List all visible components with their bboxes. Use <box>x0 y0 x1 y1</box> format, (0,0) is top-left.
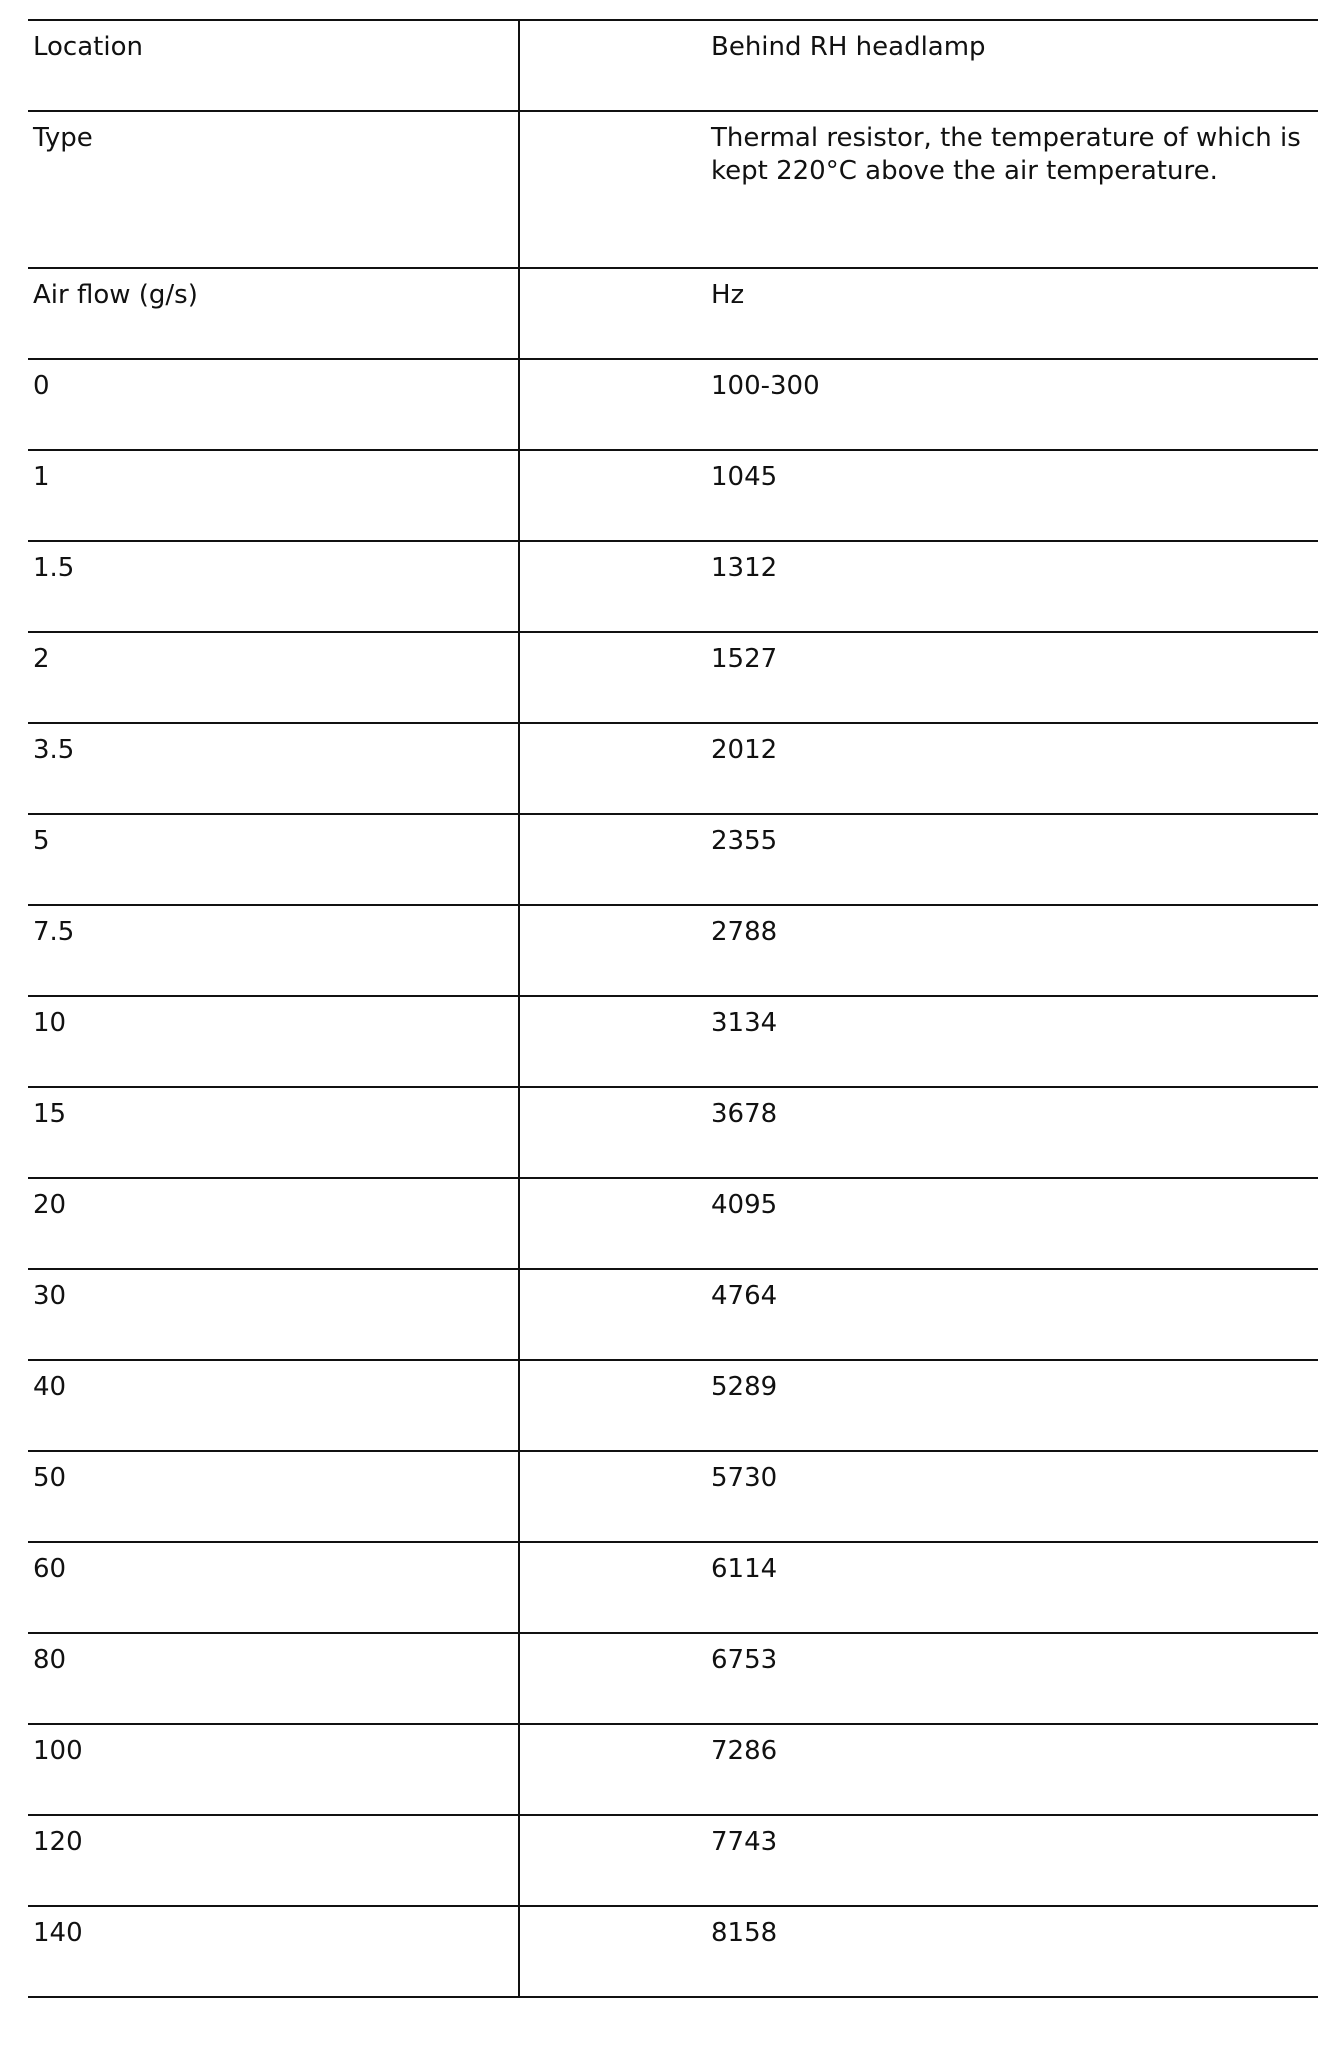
frequency-value: 6114 <box>711 1554 778 1584</box>
frequency-column-header: Hz <box>711 280 745 310</box>
table-row <box>28 1452 1318 1543</box>
location-row <box>28 21 1318 112</box>
airflow-value: 5 <box>33 826 50 856</box>
frequency-value: 7743 <box>711 1827 778 1857</box>
table-row <box>28 997 1318 1088</box>
table-row <box>28 360 1318 451</box>
airflow-value: 60 <box>33 1554 67 1584</box>
airflow-value: 100 <box>33 1736 83 1766</box>
table-row <box>28 724 1318 815</box>
frequency-value: 2355 <box>711 826 778 856</box>
location-value: Behind RH headlamp <box>711 32 986 62</box>
airflow-value: 3.5 <box>33 735 75 765</box>
frequency-value: 5289 <box>711 1372 778 1402</box>
airflow-value: 15 <box>33 1099 67 1129</box>
airflow-value: 140 <box>33 1918 83 1948</box>
table-row <box>28 1361 1318 1452</box>
frequency-value: 6753 <box>711 1645 778 1675</box>
airflow-value: 2 <box>33 644 50 674</box>
table-row <box>28 1907 1318 1998</box>
airflow-value: 20 <box>33 1190 67 1220</box>
frequency-value: 4095 <box>711 1190 778 1220</box>
type-label: Type <box>33 123 93 153</box>
airflow-value: 120 <box>33 1827 83 1857</box>
location-label: Location <box>33 32 143 62</box>
frequency-value: 4764 <box>711 1281 778 1311</box>
airflow-value: 10 <box>33 1008 67 1038</box>
airflow-value: 7.5 <box>33 917 75 947</box>
frequency-value: 1312 <box>711 553 778 583</box>
type-row <box>28 112 1318 269</box>
table-row <box>28 542 1318 633</box>
frequency-value: 1527 <box>711 644 778 674</box>
frequency-value: 7286 <box>711 1736 778 1766</box>
table-row <box>28 1179 1318 1270</box>
sensor-spec-table <box>28 19 1318 1998</box>
table-row <box>28 1543 1318 1634</box>
table-row <box>28 451 1318 542</box>
airflow-column-header: Air flow (g/s) <box>33 280 198 310</box>
table-row <box>28 1270 1318 1361</box>
frequency-value: 3678 <box>711 1099 778 1129</box>
table-row <box>28 906 1318 997</box>
frequency-value: 8158 <box>711 1918 778 1948</box>
frequency-value: 2788 <box>711 917 778 947</box>
frequency-value: 3134 <box>711 1008 778 1038</box>
frequency-value: 100-300 <box>711 371 820 401</box>
table-row <box>28 1816 1318 1907</box>
airflow-value: 30 <box>33 1281 67 1311</box>
airflow-value: 80 <box>33 1645 67 1675</box>
airflow-value: 1.5 <box>33 553 75 583</box>
table-row <box>28 1725 1318 1816</box>
table-row <box>28 1634 1318 1725</box>
column-header-row <box>28 269 1318 360</box>
airflow-value: 50 <box>33 1463 67 1493</box>
type-value: Thermal resistor, the temperature of which is kept 220°C above the air temperature. <box>711 123 1301 186</box>
frequency-value: 5730 <box>711 1463 778 1493</box>
airflow-value: 40 <box>33 1372 67 1402</box>
table-row <box>28 815 1318 906</box>
frequency-value: 1045 <box>711 462 778 492</box>
airflow-value: 1 <box>33 462 50 492</box>
table-row <box>28 633 1318 724</box>
table-row <box>28 1088 1318 1179</box>
airflow-value: 0 <box>33 371 50 401</box>
frequency-value: 2012 <box>711 735 778 765</box>
